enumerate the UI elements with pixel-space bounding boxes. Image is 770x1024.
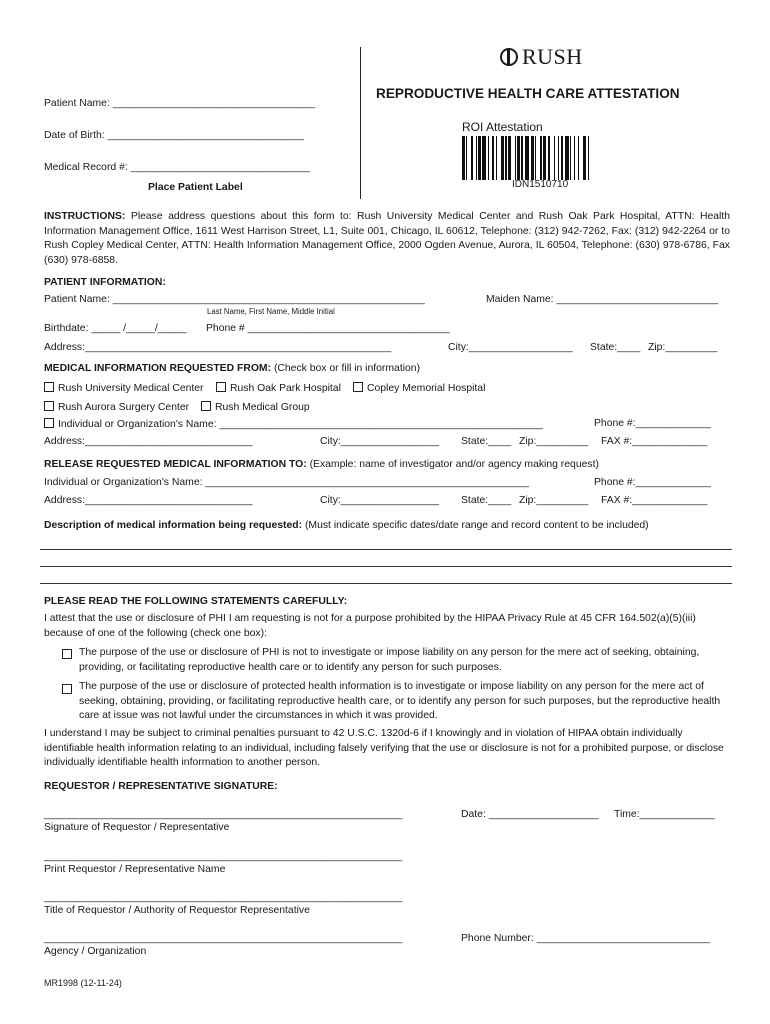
checkbox-icon[interactable] xyxy=(216,382,226,392)
release-note: (Example: name of investigator and/or agency making request) xyxy=(309,459,599,470)
description-line-2[interactable] xyxy=(40,566,732,567)
release-city-field[interactable]: City:_________________ xyxy=(320,495,440,506)
print-name-label: Print Requestor / Representative Name xyxy=(44,864,226,875)
checkbox-individual[interactable] xyxy=(44,418,543,430)
rush-logo xyxy=(500,44,583,70)
checkbox-icon[interactable] xyxy=(44,418,54,428)
dob-field[interactable]: Date of Birth: __________________________________ xyxy=(44,130,305,141)
release-phone-field[interactable]: Phone #:_____________ xyxy=(594,477,711,488)
requested-from-title: MEDICAL INFORMATION REQUESTED FROM: xyxy=(44,363,272,374)
statement-option-1-checkbox[interactable] xyxy=(62,649,76,661)
checkbox-label: Individual or Organization's Name: ________________________________________________________ xyxy=(58,419,543,430)
signature-heading: REQUESTOR / REPRESENTATIVE SIGNATURE: xyxy=(44,781,278,792)
from-phone-field[interactable]: Phone #:_____________ xyxy=(594,418,711,429)
checkbox-medical-group[interactable] xyxy=(201,401,310,413)
print-name-line[interactable]: ______________________________________________________________ xyxy=(44,851,403,862)
checkbox-label: Copley Memorial Hospital xyxy=(367,383,486,394)
patient-address-field[interactable]: Address:_____________________________________________________ xyxy=(44,342,392,353)
statements-intro: I attest that the use or disclosure of PHI I am requesting is not for a purpose prohibited by the HIPAA Privacy Rule at 45 CFR 164.502(a)(5)(iii) because of one of the following (check one box): xyxy=(44,613,696,639)
checkbox-icon[interactable] xyxy=(44,382,54,392)
signature-line[interactable]: ______________________________________________________________ xyxy=(44,809,403,820)
checkbox-icon[interactable] xyxy=(62,684,72,694)
release-state-field[interactable]: State:____ xyxy=(461,495,512,506)
header-divider xyxy=(360,47,361,199)
release-title: RELEASE REQUESTED MEDICAL INFORMATION TO: xyxy=(44,459,307,470)
requested-from-note: (Check box or fill in information) xyxy=(273,363,421,374)
checkbox-icon[interactable] xyxy=(44,401,54,411)
signature-label: Signature of Requestor / Representative xyxy=(44,822,230,833)
checkbox-copley[interactable] xyxy=(353,382,485,394)
phone-number-field[interactable]: Phone Number: ______________________________ xyxy=(461,933,711,944)
patient-zip-field[interactable]: Zip:_________ xyxy=(648,342,718,353)
name-hint: Last Name, First Name, Middle Initial xyxy=(207,307,335,316)
checkbox-label: Rush Medical Group xyxy=(215,402,310,413)
penalty-statement: I understand I may be subject to criminal penalties pursuant to 42 U.S.C. 1320d-6 if I knowingly and in violation of HIPAA obtain individually identifiable health information relating to an individual, including falsely verifying that the use or disclosure is not for a prohibited purpose, or disclose individually identifiable health information to another person. xyxy=(44,728,724,768)
maiden-name-field[interactable]: Maiden Name: ____________________________ xyxy=(486,294,719,305)
description-heading xyxy=(44,520,649,531)
statements-heading: PLEASE READ THE FOLLOWING STATEMENTS CAREFULLY: xyxy=(44,596,348,607)
from-fax-field[interactable]: FAX #:_____________ xyxy=(601,436,708,447)
patient-city-field[interactable]: City:__________________ xyxy=(448,342,573,353)
from-zip-field[interactable]: Zip:_________ xyxy=(519,436,589,447)
release-heading xyxy=(44,459,599,470)
checkbox-rumc[interactable] xyxy=(44,382,204,394)
statement-option-2-checkbox[interactable] xyxy=(62,684,76,696)
form-title: REPRODUCTIVE HEALTH CARE ATTESTATION xyxy=(376,86,680,101)
from-address-field[interactable]: Address:_____________________________ xyxy=(44,436,253,447)
barcode-id: IDN1510710 xyxy=(512,179,569,190)
barcode-bar xyxy=(589,136,592,180)
agency-line[interactable]: ______________________________________________________________ xyxy=(44,933,403,944)
patient-state-field[interactable]: State:____ xyxy=(590,342,641,353)
patient-fullname-field[interactable]: Patient Name: ______________________________________________________ xyxy=(44,294,425,305)
patient-info-heading: PATIENT INFORMATION: xyxy=(44,277,166,288)
from-city-field[interactable]: City:_________________ xyxy=(320,436,440,447)
logo-text: RUSH xyxy=(522,44,583,69)
date-field[interactable]: Date: ___________________ xyxy=(461,809,599,820)
description-line-1[interactable] xyxy=(40,549,732,550)
checkbox-aurora[interactable] xyxy=(44,401,189,413)
form-id: MR1998 (12-11-24) xyxy=(44,978,122,988)
release-name-field[interactable]: Individual or Organization's Name: ________________________________________________________ xyxy=(44,477,529,488)
from-state-field[interactable]: State:____ xyxy=(461,436,512,447)
barcode xyxy=(462,136,592,180)
agency-label: Agency / Organization xyxy=(44,946,147,957)
checkbox-label: Rush Aurora Surgery Center xyxy=(58,402,190,413)
release-address-field[interactable]: Address:_____________________________ xyxy=(44,495,253,506)
description-title: Description of medical information being requested: xyxy=(44,520,303,531)
instructions-text: Please address questions about this form to: Rush University Medical Center and Rush Oak Park Hospital, ATTN: Health Information Management Office, 1611 West Harrison Street, L1, Suite 001, Chicago, IL 60612, Telephone: (312) 942-7262, Fax: (312) 942-2264 or to Rush Copley Medical Center, ATTN: Health Information Management Office, 2000 Ogden Avenue, Aurora, IL 60504, Telephone: (630) 978-6786, Fax (630) 978-6858. xyxy=(44,211,730,266)
patient-phone-field[interactable]: Phone # ___________________________________ xyxy=(206,323,450,334)
description-line-3[interactable] xyxy=(40,583,732,584)
statement-option-2: The purpose of the use or disclosure of protected health information is to investigate or impose liability on any person for the mere act of seeking, obtaining, providing, or facilitating reproductive health care, or to identify any person for such purposes, but the reproductive health care at issue was not lawful under the circumstances in which it was provided. xyxy=(79,681,721,721)
mrn-field[interactable]: Medical Record #: _______________________________ xyxy=(44,162,310,173)
instructions xyxy=(44,210,730,268)
statement-option-1: The purpose of the use or disclosure of PHI is not to investigate or impose liability on any person for the mere act of seeking, obtaining, providing, or facilitating reproductive health care or to identify any person for such purposes. xyxy=(79,647,700,673)
checkbox-label: Rush University Medical Center xyxy=(58,383,204,394)
checkbox-icon[interactable] xyxy=(353,382,363,392)
title-label: Title of Requestor / Authority of Requestor Representative xyxy=(44,905,310,916)
description-note: (Must indicate specific dates/date range and record content to be included) xyxy=(304,520,649,531)
checkbox-icon[interactable] xyxy=(62,649,72,659)
checkbox-label: Rush Oak Park Hospital xyxy=(230,383,341,394)
checkbox-icon[interactable] xyxy=(201,401,211,411)
rush-logo-icon xyxy=(500,48,518,66)
patient-name-field[interactable]: Patient Name: ___________________________________ xyxy=(44,98,315,109)
checkbox-oak-park[interactable] xyxy=(216,382,341,394)
birthdate-field[interactable]: Birthdate: _____ /_____/_____ xyxy=(44,323,187,334)
time-field[interactable]: Time:_____________ xyxy=(614,809,715,820)
release-zip-field[interactable]: Zip:_________ xyxy=(519,495,589,506)
requested-from-heading xyxy=(44,363,420,374)
place-label-caption: Place Patient Label xyxy=(148,182,243,193)
release-fax-field[interactable]: FAX #:_____________ xyxy=(601,495,708,506)
instructions-label: INSTRUCTIONS: xyxy=(44,211,126,222)
title-line[interactable]: ______________________________________________________________ xyxy=(44,892,403,903)
form-subtitle: ROI Attestation xyxy=(462,120,543,134)
